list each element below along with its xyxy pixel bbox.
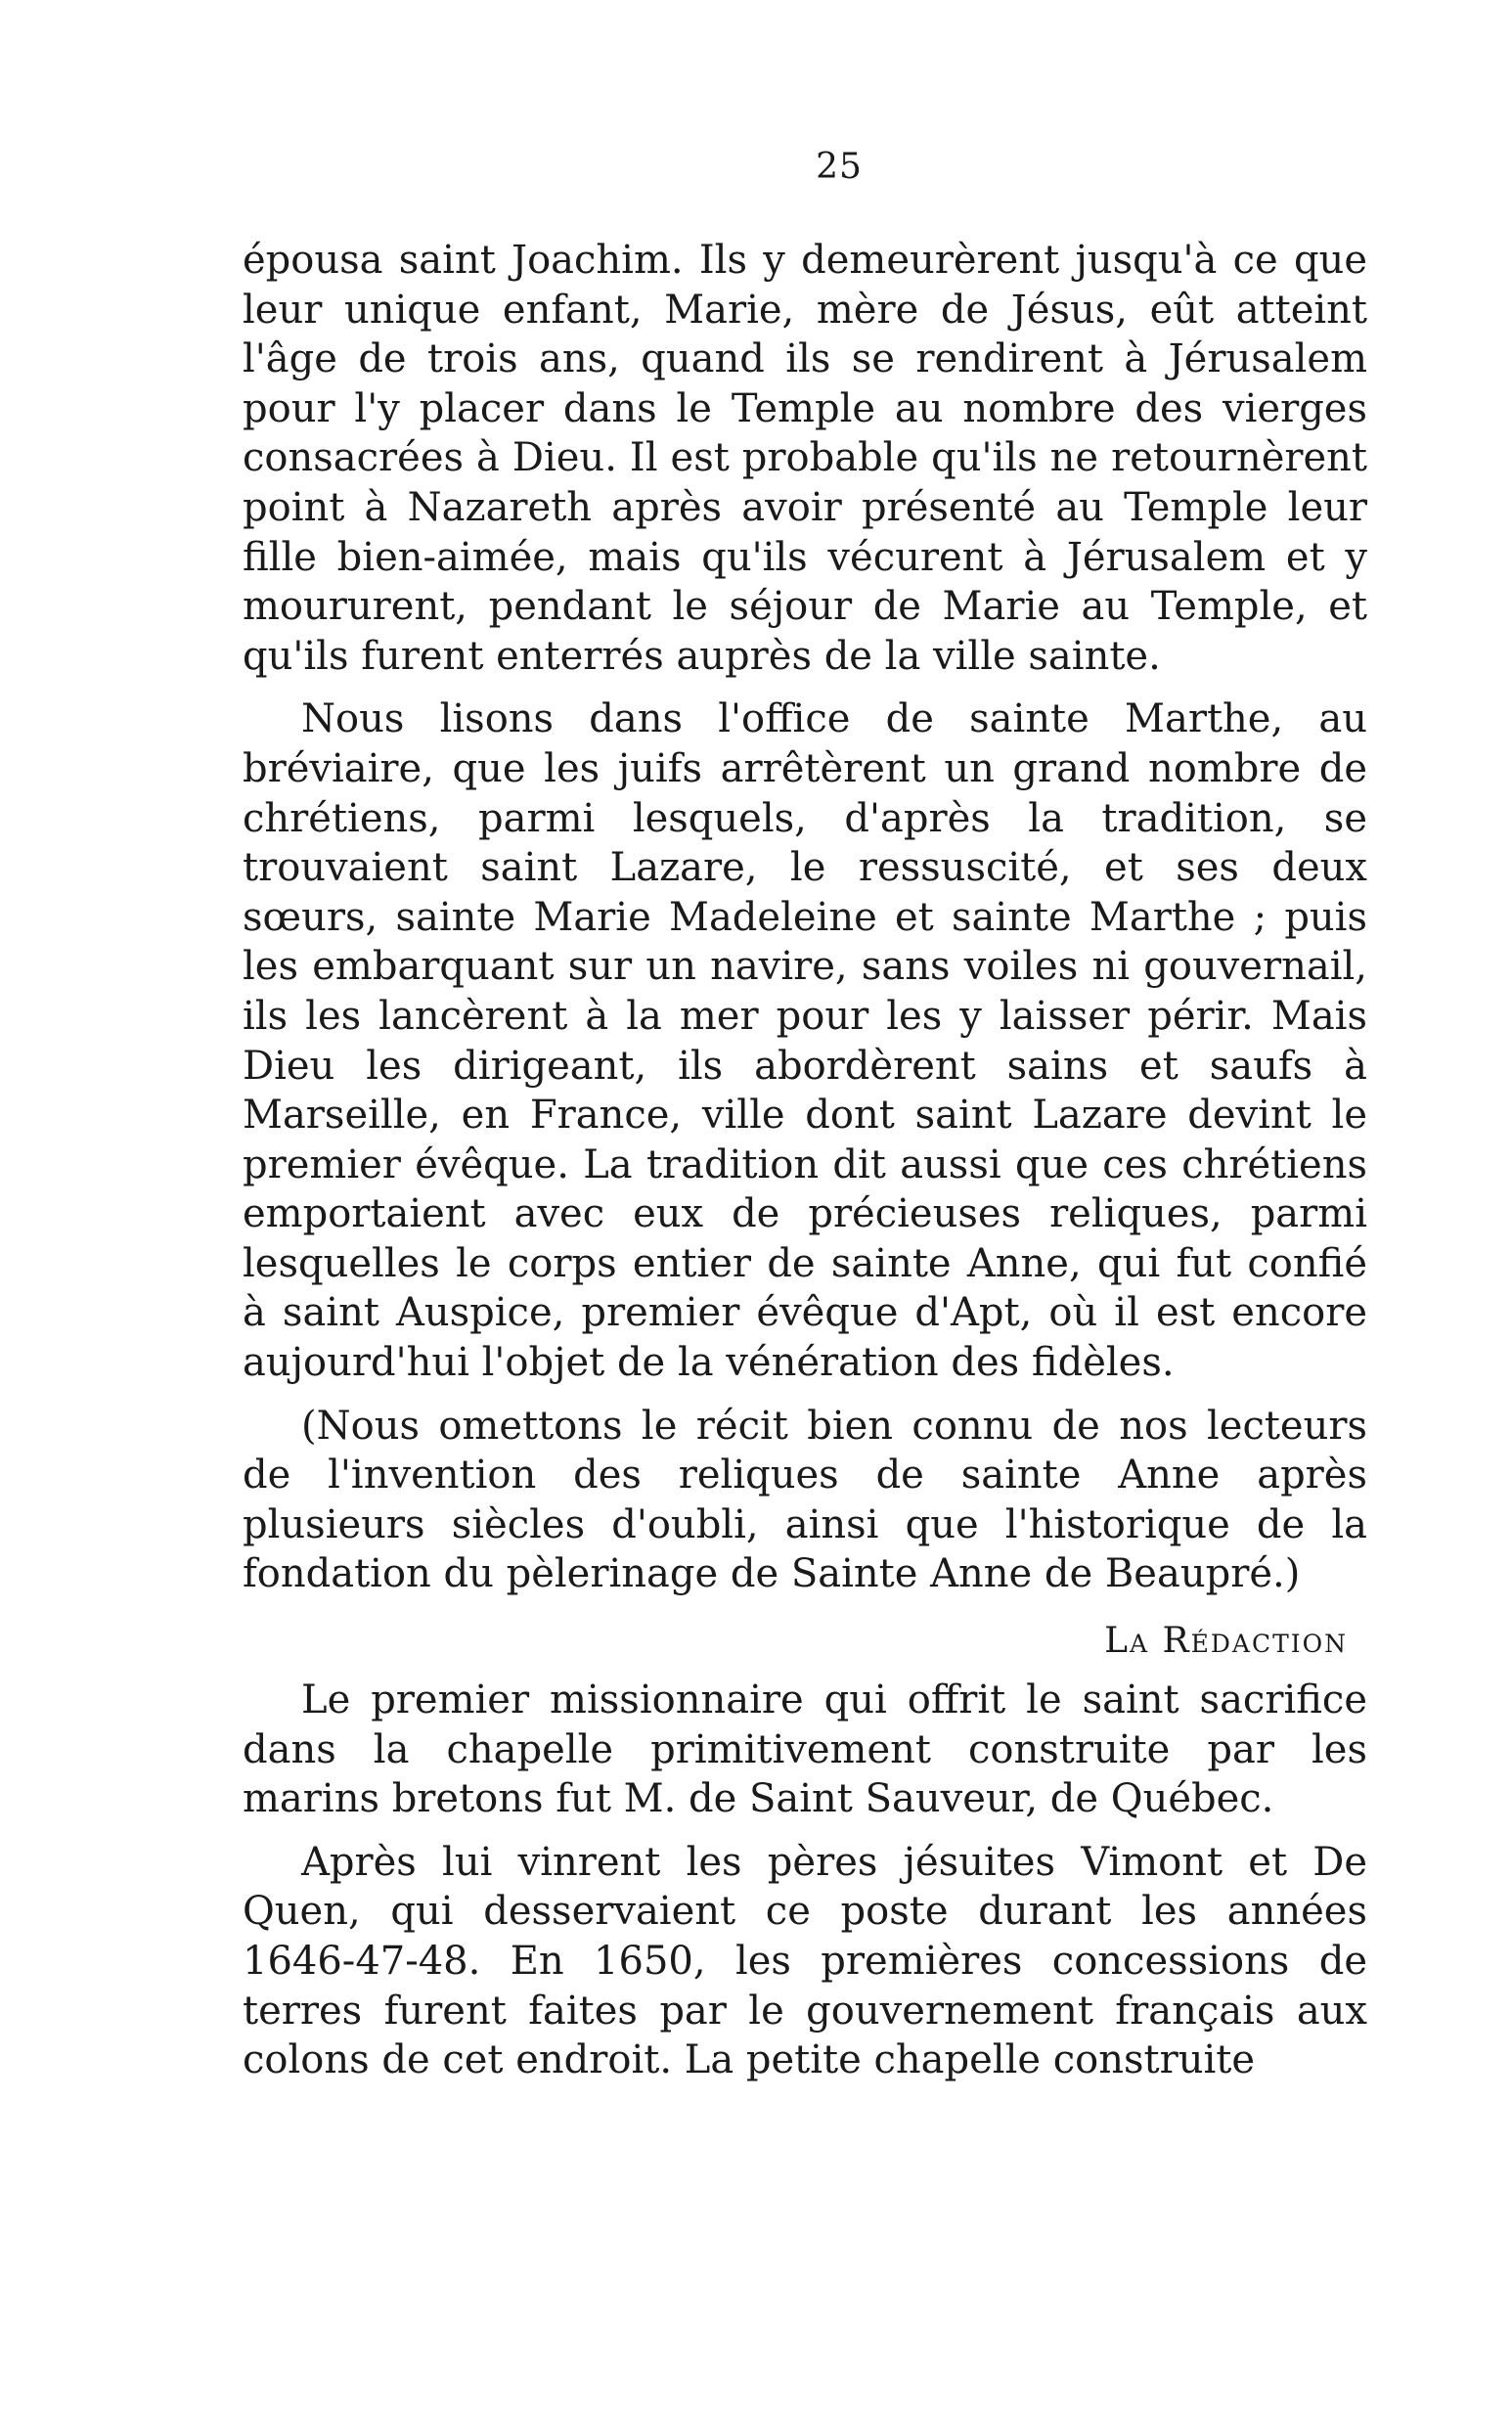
signature-redaction: La Rédaction	[1104, 1621, 1348, 1662]
paragraph-marthe: Nous lisons dans l'office de sainte Marthe, au bréviaire, que les juifs arrêtèrent un grand nombre de chrétiens, parmi lesquels, d'après la tradition, se trouvaient saint Lazare, le ressuscité, et ses deux sœurs, sainte Marie Madeleine et sainte Marthe ; puis les embarquant sur un navire, sans voiles ni gouvernail, ils les lancèrent à la mer pour les y laisser périr. Mais Dieu les dirigeant, ils abordèrent sains et saufs à Marseille, en France, ville dont saint Lazare devint le premier évêque. La tradition dit aussi que ces chrétiens emportaient avec eux de précieuses reliques, parmi lesquelles le corps entier de sainte Anne, qui fut confié à saint Auspice, premier évêque d'Apt, où il est encore aujourd'hui l'objet de la vénération des fidèles.	[243, 696, 1367, 1386]
book-page	[243, 147, 1367, 2085]
paragraph-jesuits: Après lui vinrent les pères jésuites Vimont et De Quen, qui desservaient ce poste durant les années 1646-47-48. En 1650, les premières concessions de terres furent faites par le gouvernement français aux colons de cet endroit. La petite chapelle construite	[243, 1839, 1367, 2083]
paragraph-first-missionary: Le premier missionnaire qui offrit le saint sacrifice dans la chapelle primitivement construite par les marins bretons fut M. de Saint Sauveur, de Québec.	[243, 1677, 1367, 1822]
paragraph-joachim: épousa saint Joachim. Ils y demeurèrent jusqu'à ce que leur unique enfant, Marie, mère de Jésus, eût atteint l'âge de trois ans, quand ils se rendirent à Jérusalem pour l'y placer dans le Temple au nombre des vierges consacrées à Dieu. Il est probable qu'ils ne retournèrent point à Nazareth après avoir présenté au Temple leur fille bien-aimée, mais qu'ils vécurent à Jérusalem et y moururent, pendant le séjour de Marie au Temple, et qu'ils furent enterrés auprès de la ville sainte.	[243, 238, 1367, 679]
page-number: 25	[816, 147, 863, 187]
paragraph-editor-note: (Nous omettons le récit bien connu de nos lecteurs de l'invention des reliques de sainte Anne après plusieurs siècles d'oubli, ainsi que l'historique de la fondation du pèlerinage de Sainte Anne de Beaupré.)	[243, 1403, 1367, 1597]
